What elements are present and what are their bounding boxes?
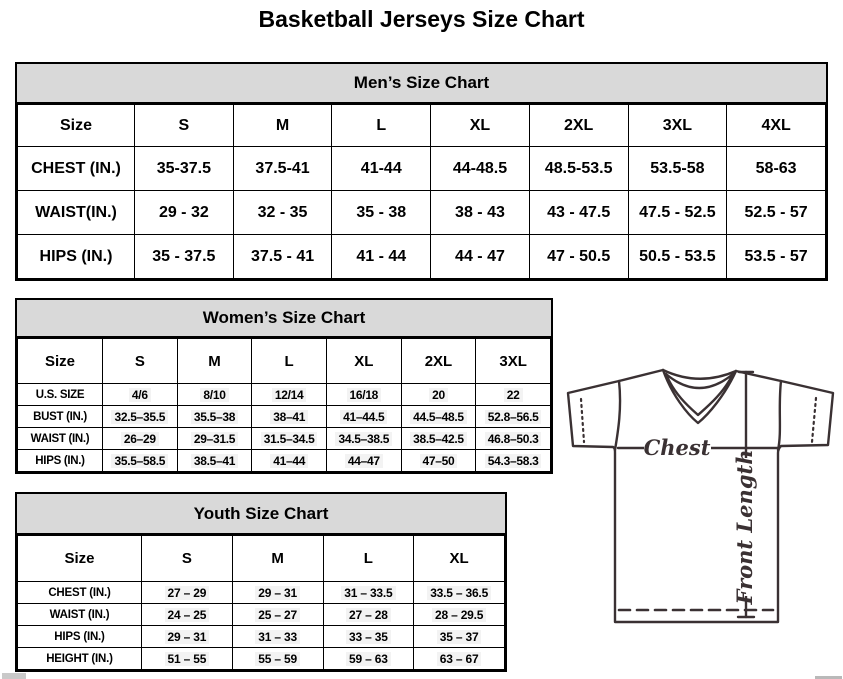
table-row — [18, 648, 505, 670]
womens-size-chart — [15, 298, 553, 474]
youth-size-chart-title: Youth Size Chart — [17, 494, 505, 535]
size-cell — [252, 406, 327, 428]
row-label: HIPS (IN.) — [18, 235, 135, 279]
size-value: 4/6 — [129, 388, 151, 402]
size-value: 38 - 43 — [455, 203, 505, 221]
size-value: 38–41 — [270, 410, 308, 424]
header-row — [18, 339, 551, 384]
size-cell — [323, 626, 414, 648]
size-value: 31 – 33 — [255, 630, 300, 644]
column-header: S — [103, 339, 178, 384]
left-sleeve-dashed-line — [581, 399, 584, 442]
row-label: WAIST (IN.) — [18, 604, 142, 626]
size-cell — [326, 406, 401, 428]
size-value: 41 - 44 — [356, 247, 407, 265]
size-cell — [529, 191, 628, 235]
size-cell — [232, 604, 323, 626]
size-value: 29–31.5 — [191, 432, 238, 446]
size-cell — [476, 450, 551, 472]
size-cell — [628, 191, 727, 235]
jersey-diagram-svg — [556, 360, 843, 679]
size-value: 31.5–34.5 — [261, 432, 318, 446]
size-cell — [252, 384, 327, 406]
chest-label: Chest — [643, 435, 711, 460]
size-cell — [252, 450, 327, 472]
table-row — [18, 604, 505, 626]
size-cell — [401, 450, 476, 472]
size-value: 37.5-41 — [255, 159, 310, 177]
size-value: 38.5–42.5 — [410, 432, 467, 446]
row-label: WAIST (IN.) — [18, 428, 103, 450]
size-cell — [142, 626, 233, 648]
column-header: M — [177, 339, 252, 384]
size-value: 35.5–38 — [191, 410, 238, 424]
womens-size-table — [17, 338, 551, 472]
size-cell — [727, 191, 826, 235]
size-value: 27 – 28 — [346, 608, 391, 622]
size-value: 47.5 - 52.5 — [639, 203, 716, 221]
jersey-measurement-diagram — [556, 360, 843, 679]
size-cell — [135, 191, 234, 235]
mens-size-table — [17, 104, 826, 279]
column-header: Size — [18, 536, 142, 582]
size-cell — [529, 235, 628, 279]
table-row — [18, 582, 505, 604]
size-value: 29 - 32 — [158, 203, 209, 221]
size-cell — [326, 384, 401, 406]
size-cell — [233, 191, 332, 235]
size-cell — [628, 235, 727, 279]
table-row — [18, 147, 826, 191]
size-cell — [431, 191, 530, 235]
size-value: 52.8–56.5 — [485, 410, 542, 424]
size-cell — [326, 450, 401, 472]
column-header: 3XL — [476, 339, 551, 384]
size-cell — [103, 406, 178, 428]
size-cell — [326, 428, 401, 450]
size-value: 55 – 59 — [255, 652, 300, 666]
column-header: 4XL — [727, 105, 826, 147]
size-value: 33 – 35 — [346, 630, 391, 644]
size-value: 35 - 38 — [356, 203, 407, 221]
size-cell — [323, 648, 414, 670]
size-value: 38.5–41 — [191, 454, 238, 468]
size-value: 34.5–38.5 — [335, 432, 392, 446]
size-cell — [233, 235, 332, 279]
youth-size-table — [17, 535, 505, 670]
womens-size-chart-title: Women’s Size Chart — [17, 300, 551, 338]
size-value: 59 – 63 — [346, 652, 391, 666]
size-cell — [177, 384, 252, 406]
table-row — [18, 450, 551, 472]
column-header: M — [232, 536, 323, 582]
size-cell — [177, 428, 252, 450]
size-cell — [232, 626, 323, 648]
size-value: 25 – 27 — [255, 608, 300, 622]
mens-size-chart-title: Men’s Size Chart — [17, 64, 826, 104]
size-value: 12/14 — [272, 388, 307, 402]
size-cell — [103, 384, 178, 406]
left-armhole-seam — [615, 381, 620, 450]
size-value: 35-37.5 — [156, 159, 211, 177]
size-value: 43 - 47.5 — [547, 203, 611, 221]
column-header: 2XL — [529, 105, 628, 147]
front-length-label: Front Length — [732, 449, 757, 605]
size-cell — [103, 450, 178, 472]
column-header: 3XL — [628, 105, 727, 147]
size-cell — [177, 450, 252, 472]
column-header: L — [332, 105, 431, 147]
size-cell — [142, 604, 233, 626]
size-cell — [135, 147, 234, 191]
size-value: 44–47 — [345, 454, 383, 468]
size-value: 44 - 47 — [455, 247, 505, 265]
table-row — [18, 384, 551, 406]
size-value: 29 – 31 — [165, 630, 210, 644]
column-header: Size — [18, 105, 135, 147]
size-value: 52.5 - 57 — [744, 203, 808, 221]
size-cell — [323, 582, 414, 604]
size-cell — [401, 384, 476, 406]
header-row — [18, 536, 505, 582]
size-cell — [332, 235, 431, 279]
size-value: 46.8–50.3 — [485, 432, 542, 446]
column-header: Size — [18, 339, 103, 384]
size-value: 35.5–58.5 — [111, 454, 168, 468]
size-value: 41–44.5 — [340, 410, 387, 424]
size-value: 44.5–48.5 — [410, 410, 467, 424]
size-cell — [414, 604, 505, 626]
right-sleeve-dashed-line — [812, 398, 816, 442]
size-cell — [177, 406, 252, 428]
size-cell — [401, 406, 476, 428]
row-label: CHEST (IN.) — [18, 147, 135, 191]
size-cell — [476, 384, 551, 406]
size-value: 32 - 35 — [257, 203, 308, 221]
column-header: L — [252, 339, 327, 384]
size-cell — [414, 626, 505, 648]
size-value: 44-48.5 — [452, 159, 508, 177]
size-value: 47 - 50.5 — [547, 247, 611, 265]
size-value: 24 – 25 — [165, 608, 210, 622]
size-value: 47–50 — [420, 454, 458, 468]
size-cell — [142, 582, 233, 604]
size-cell — [476, 406, 551, 428]
page-title: Basketball Jerseys Size Chart — [258, 6, 585, 32]
table-row — [18, 235, 826, 279]
size-value: 41–44 — [270, 454, 308, 468]
size-cell — [252, 428, 327, 450]
size-value: 26–29 — [121, 432, 159, 446]
size-value: 58-63 — [755, 159, 797, 177]
size-value: 29 – 31 — [255, 586, 300, 600]
table-row — [18, 626, 505, 648]
size-value: 41-44 — [360, 159, 402, 177]
size-value: 27 – 29 — [165, 586, 210, 600]
size-value: 28 – 29.5 — [432, 608, 486, 622]
size-cell — [476, 428, 551, 450]
size-value: 35 – 37 — [437, 630, 482, 644]
size-cell — [529, 147, 628, 191]
size-cell — [727, 147, 826, 191]
size-value: 35 - 37.5 — [152, 247, 216, 265]
size-cell — [232, 648, 323, 670]
jersey-outline — [568, 370, 833, 622]
column-header: XL — [326, 339, 401, 384]
table-row — [18, 428, 551, 450]
column-header: XL — [431, 105, 530, 147]
size-value: 50.5 - 53.5 — [639, 247, 716, 265]
size-value: 54.3–58.3 — [485, 454, 542, 468]
size-value: 53.5 - 57 — [744, 247, 808, 265]
size-value: 37.5 - 41 — [250, 247, 315, 265]
size-cell — [414, 648, 505, 670]
right-armhole-seam — [778, 381, 781, 450]
column-header: L — [323, 536, 414, 582]
size-value: 8/10 — [200, 388, 228, 402]
table-row — [18, 191, 826, 235]
column-header: XL — [414, 536, 505, 582]
size-cell — [431, 235, 530, 279]
size-value: 32.5–35.5 — [111, 410, 168, 424]
row-label: HEIGHT (IN.) — [18, 648, 142, 670]
size-cell — [232, 582, 323, 604]
youth-size-chart — [15, 492, 507, 672]
row-label: HIPS (IN.) — [18, 450, 103, 472]
size-cell — [727, 235, 826, 279]
size-cell — [628, 147, 727, 191]
mens-size-chart — [15, 62, 828, 281]
size-cell — [135, 235, 234, 279]
column-header: S — [142, 536, 233, 582]
row-label: HIPS (IN.) — [18, 626, 142, 648]
table-row — [18, 406, 551, 428]
collar-back-top — [663, 370, 736, 379]
row-label: CHEST (IN.) — [18, 582, 142, 604]
size-value: 53.5-58 — [650, 159, 705, 177]
size-value: 16/18 — [347, 388, 382, 402]
size-value: 22 — [504, 388, 523, 402]
column-header: M — [233, 105, 332, 147]
size-cell — [332, 147, 431, 191]
header-row — [18, 105, 826, 147]
row-label: BUST (IN.) — [18, 406, 103, 428]
column-header: 2XL — [401, 339, 476, 384]
row-label: WAIST(IN.) — [18, 191, 135, 235]
column-header: S — [135, 105, 234, 147]
size-cell — [103, 428, 178, 450]
size-value: 63 – 67 — [437, 652, 482, 666]
size-cell — [431, 147, 530, 191]
size-cell — [142, 648, 233, 670]
size-cell — [414, 582, 505, 604]
size-value: 33.5 – 36.5 — [427, 586, 491, 600]
size-cell — [332, 191, 431, 235]
size-value: 48.5-53.5 — [544, 159, 613, 177]
size-value: 51 – 55 — [165, 652, 210, 666]
size-cell — [401, 428, 476, 450]
size-cell — [323, 604, 414, 626]
size-value: 31 – 33.5 — [341, 586, 395, 600]
row-label: U.S. SIZE — [18, 384, 103, 406]
size-value: 20 — [429, 388, 448, 402]
size-cell — [233, 147, 332, 191]
bottom-left-scroll-handle[interactable] — [2, 673, 26, 679]
